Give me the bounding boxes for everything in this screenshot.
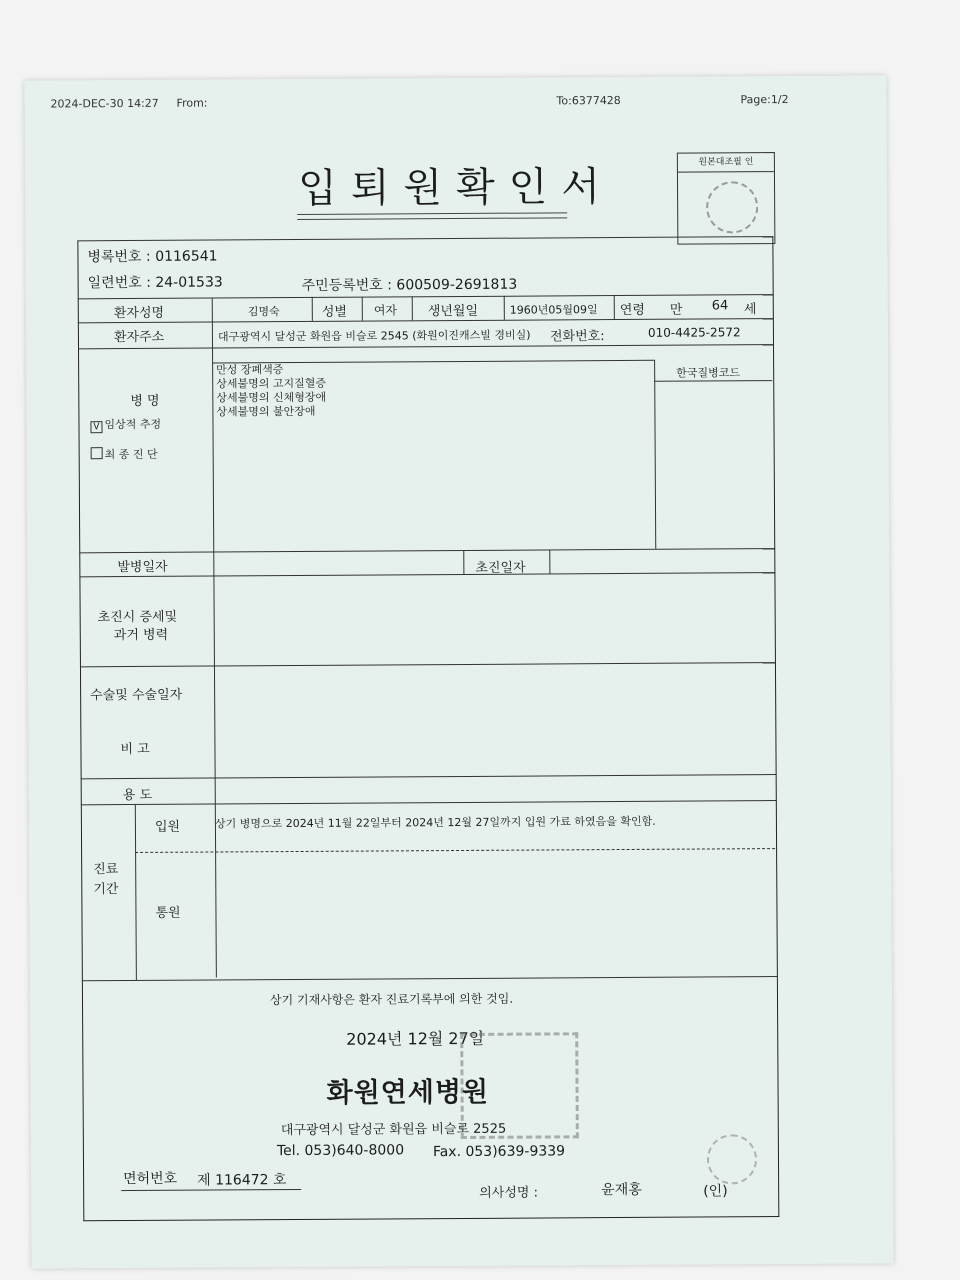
hospital-address: 대구광역시 달성군 화원읍 비슬로 2525 <box>280 1121 507 1139</box>
sex-label: 성별 <box>321 304 347 320</box>
diagnosis-item: 만성 장폐색증 <box>216 363 284 377</box>
fax-to: To:6377428 <box>556 94 621 108</box>
dob-value: 1960년05월09일 <box>509 303 598 317</box>
purpose-label: 용 도 <box>122 787 153 804</box>
doctor-seal-mark: (인) <box>703 1183 728 1200</box>
col-line <box>412 296 413 320</box>
patient-name-label: 환자성명 <box>113 305 165 322</box>
period-label-2: 기간 <box>93 882 119 898</box>
hospital-fax: Fax. 053)639-9339 <box>432 1143 566 1161</box>
fax-page: Page:1/2 <box>740 92 789 107</box>
col-line <box>312 297 313 321</box>
age-label: 연령 <box>619 302 645 319</box>
fax-datetime: 2024-DEC-30 14:27 <box>50 96 159 111</box>
sex-value: 여자 <box>373 303 398 318</box>
doctor-name: 윤재홍 <box>601 1181 642 1199</box>
col-line <box>362 297 363 321</box>
clinical-estimate-option <box>90 416 161 433</box>
address-label: 환자주소 <box>113 329 165 346</box>
onset-date-label: 발병일자 <box>117 559 168 576</box>
hospital-tel: Tel. 053)640-8000 <box>276 1142 405 1160</box>
doctor-name-label: 의사성명 : <box>479 1185 538 1201</box>
fax-from: From: <box>176 96 208 110</box>
col-line <box>463 550 464 574</box>
document-page <box>24 75 893 1268</box>
original-seal-icon <box>706 181 758 233</box>
inpatient-label: 입원 <box>154 819 181 835</box>
clinical-checkbox: V <box>90 421 102 433</box>
resident-number: 주민등록번호 : 600509-2691813 <box>301 276 518 294</box>
first-symptoms-label: 초진시 증세및 <box>97 609 178 626</box>
patient-name: 김명숙 <box>247 305 280 319</box>
age-value: 64 <box>711 298 729 314</box>
document-title: 입퇴원확인서 <box>297 164 615 212</box>
remarks-label: 비 고 <box>120 741 150 758</box>
final-diagnosis-label: 최 종 진 단 <box>104 447 158 462</box>
serial-number: 일련번호 : 24-01533 <box>87 274 223 292</box>
clinical-estimate-label: 임상적 추정 <box>104 417 162 432</box>
diagnosis-label: 병 명 <box>130 393 160 410</box>
final-checkbox <box>91 447 103 459</box>
diagnosis-item: 상세불명의 고지질혈증 <box>216 376 327 391</box>
period-label-1: 진료 <box>93 862 119 878</box>
inpatient-statement: 상기 병명으로 2024년 11월 22일부터 2024년 12월 27일까지 입원 가료 하였음을 확인함. <box>214 814 656 831</box>
col-line <box>614 295 615 319</box>
age-prefix: 만 <box>669 302 683 318</box>
chart-number: 병록번호 : 0116541 <box>87 248 218 266</box>
license-number: 제 116472 호 <box>197 1172 287 1189</box>
past-history-label: 과거 병력 <box>113 627 169 644</box>
final-diagnosis-option <box>91 446 158 462</box>
phone-label: 전화번호: <box>549 329 605 345</box>
title-underline-2 <box>297 217 567 220</box>
disease-code-label: 한국질병코드 <box>676 366 740 380</box>
doctor-seal-icon <box>707 1134 757 1184</box>
dob-label: 생년월일 <box>427 303 479 320</box>
age-unit: 세 <box>743 302 757 318</box>
outpatient-label: 통원 <box>155 905 181 921</box>
first-visit-label: 초진일자 <box>475 560 526 576</box>
address-value: 대구광역시 달성군 화원읍 비슬로 2545 (화원이진캐스빌 경비실) <box>217 328 531 344</box>
hospital-name: 화원연세병원 <box>326 1076 490 1109</box>
original-certified-box <box>677 152 776 245</box>
footer-statement: 상기 기재사항은 환자 진료기록부에 의한 것임. <box>269 991 514 1008</box>
diagnosis-item: 상세불명의 신체형장애 <box>216 390 327 405</box>
original-certified-label: 원본대조필 인 <box>678 153 774 173</box>
surgery-label: 수술및 수술일자 <box>90 687 183 704</box>
diagnosis-item: 상세불명의 불안장애 <box>216 404 316 419</box>
license-label: 면허번호 <box>123 1170 178 1188</box>
phone-value: 010-4425-2572 <box>647 325 741 340</box>
issue-date: 2024년 12월 27일 <box>346 1028 485 1049</box>
col-line <box>549 549 550 573</box>
col-line <box>504 296 505 320</box>
